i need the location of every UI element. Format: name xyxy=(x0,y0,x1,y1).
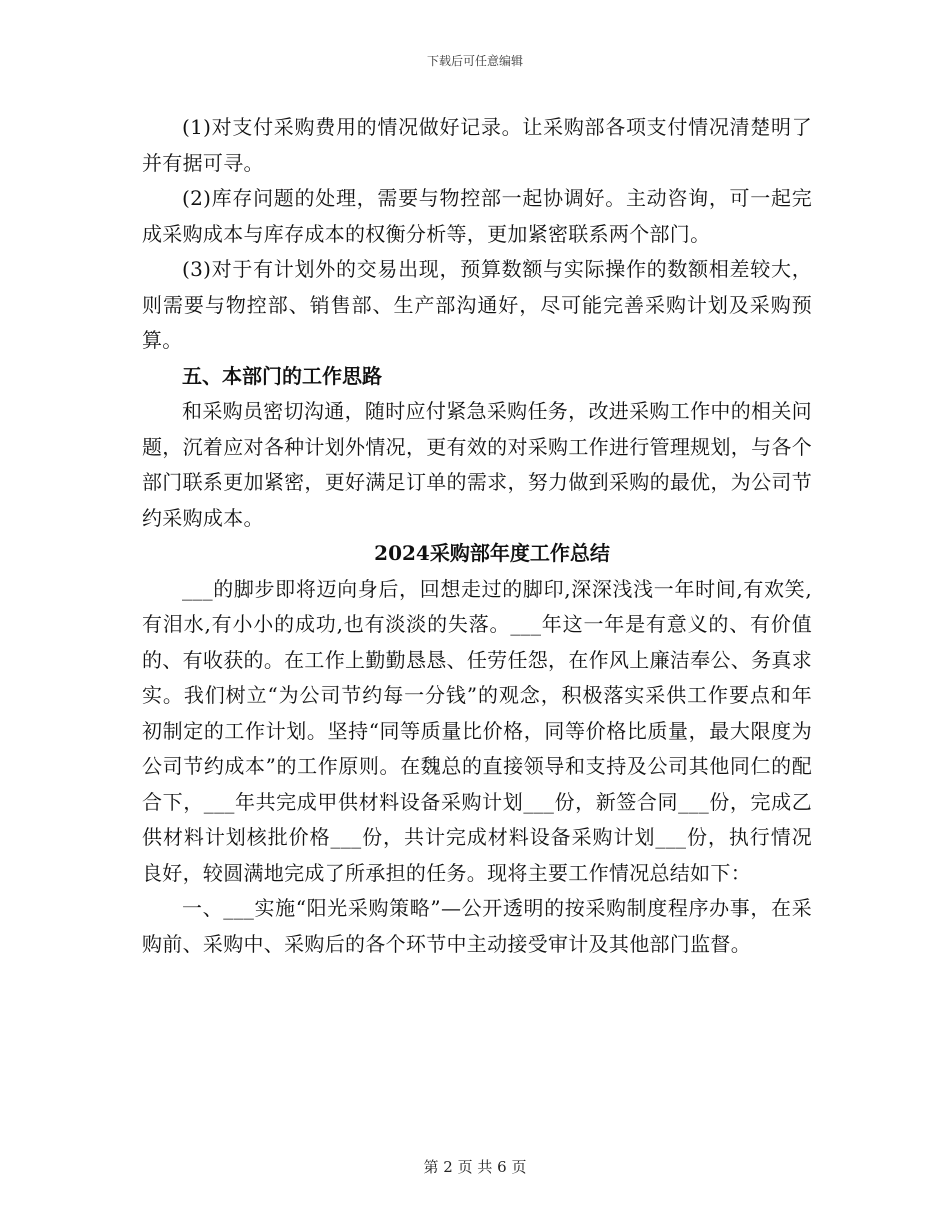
paragraph-sunshine-procurement: 一、___实施“阳光采购策略”—公开透明的按采购制度程序办事，在采购前、采购中、采购后的各个环节中主动接受审计及其他部门监督。 xyxy=(142,896,812,956)
paragraph-payment-records: (1)对支付采购费用的情况做好记录。让采购部各项支付情况清楚明了并有据可寻。 xyxy=(142,115,812,175)
document-body xyxy=(142,110,812,962)
page-number: 第 2 页 共 6 页 xyxy=(423,1158,527,1176)
paragraph-year-summary: ___的脚步即将迈向身后，回想走过的脚印,深深浅浅一年时间,有欢笑,有泪水,有小小的成功,也有淡淡的失落。___年这一年是有意义的、有价值的、有收获的。在工作上勤勤恳恳、任劳任怨，在作风上廉洁奉公、务真求实。我们树立“为公司节约每一分钱”的观念，积极落实采供工作要点和年初制定的工作计划。坚持“同等质量比价格，同等价格比质量，最大限度为公司节约成本”的工作原则。在魏总的直接领导和支持及公司其他同仁的配合下，___年共完成甲供材料设备采购计划___份，新签合同___份，完成乙供材料计划核批价格___份，共计完成材料设备采购计划___份，执行情况良好，较圆满地完成了所承担的任务。现将主要工作情况总结如下： xyxy=(142,576,812,885)
page-header-note: 下载后可任意编辑 xyxy=(426,54,523,68)
paragraph-unplanned-transactions: (3)对于有计划外的交易出现，预算数额与实际操作的数额相差较大，则需要与物控部、销售部、生产部沟通好，尽可能完善采购计划及采购预算。 xyxy=(142,257,812,352)
paragraph-inventory-handling: (2)库存问题的处理，需要与物控部一起协调好。主动咨询，可一起完成采购成本与库存成本的权衡分析等，更加紧密联系两个部门。 xyxy=(142,186,812,246)
document-title: 2024采购部年度工作总结 xyxy=(374,541,610,565)
paragraph-work-approach: 和采购员密切沟通，随时应付紧急采购任务，改进采购工作中的相关问题，沉着应对各种计划外情况，更有效的对采购工作进行管理规划，与各个部门联系更加紧密，更好满足订单的需求，努力做到采购的最优，为公司节约采购成本。 xyxy=(142,399,812,530)
section-heading-work-approach: 五、本部门的工作思路 xyxy=(182,363,382,388)
